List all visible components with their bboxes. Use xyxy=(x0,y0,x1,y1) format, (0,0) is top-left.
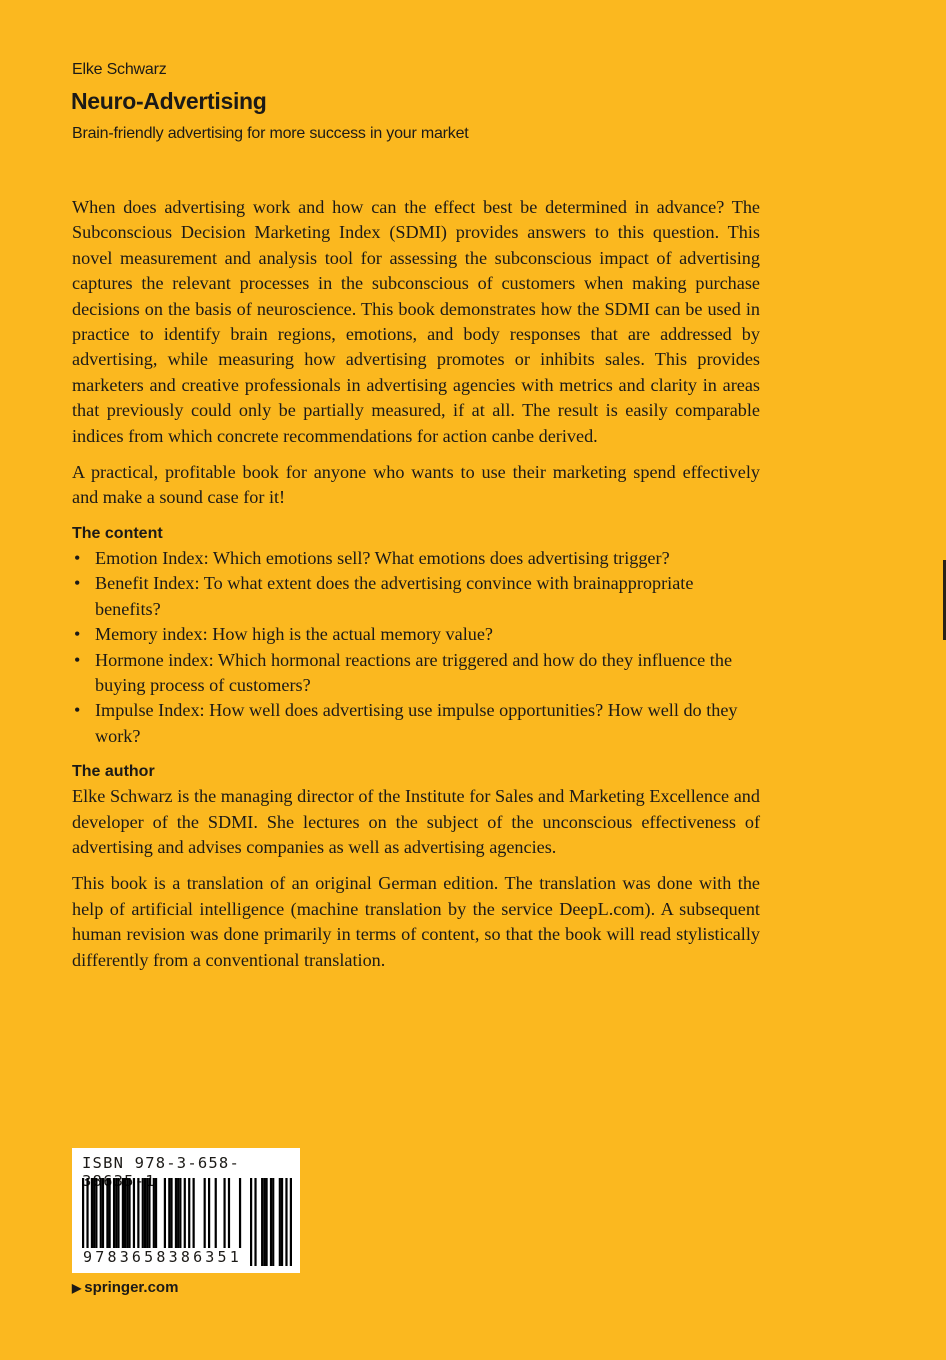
barcode-bar xyxy=(281,1178,283,1266)
list-item: • Benefit Index: To what extent does the advertising convince with brainappropriate benefits? xyxy=(72,571,760,622)
list-item: • Emotion Index: Which emotions sell? What emotions does advertising trigger? xyxy=(72,546,760,571)
list-item: • Hormone index: Which hormonal reactions are triggered and how do they influence the buying process of customers? xyxy=(72,648,760,699)
barcode xyxy=(72,1148,300,1273)
publisher-link-text: springer.com xyxy=(84,1279,179,1296)
barcode-bar xyxy=(272,1178,274,1266)
content-list xyxy=(72,546,760,749)
blurb xyxy=(72,195,760,984)
barcode-bar xyxy=(290,1178,292,1266)
barcode-bar xyxy=(279,1178,281,1266)
author-heading: The author xyxy=(72,763,155,781)
cover-author: Elke Schwarz xyxy=(72,61,167,78)
barcode-bar xyxy=(265,1178,267,1266)
play-arrow-icon: ▶ xyxy=(72,1281,82,1295)
intro-paragraph: When does advertising work and how can the effect best be determined in advance? The Subconscious Decision Marketing Index (SDMI) provides answers to this question. This novel measurement and analysis tool for assessing the subconscious impact of advertising captures the relevant processes in the subconscious of customers when making purchase decisions on the basis of neuroscience. This book demonstrates how the SDMI can be used in practice to identify brain regions, emotions, and body responses that are addressed by advertising, while measuring how advertising promotes or inhibits sales. This provides marketers and creative professionals in advertising agencies with metrics and clarity in areas that previously could only be partially measured, if at all. The result is easily comparable indices from which concrete recommendations for action canbe derived. xyxy=(72,197,760,446)
list-item: • Memory index: How high is the actual memory value? xyxy=(72,622,760,647)
barcode-bar xyxy=(270,1178,272,1266)
isbn-label: ISBN 978-3-658- 8 5-1 xyxy=(82,1154,240,1190)
barcode-bar xyxy=(285,1178,287,1266)
barcode-digits: 9783658386351 xyxy=(83,1248,242,1266)
barcode-bar xyxy=(250,1178,252,1266)
author-bio: Elke Schwarz is the managing director of the Institute for Sales and Marketing Excellence and developer of the SDMI. She lectures on the subject of the unconscious effectiveness of advertising and advises companies as well as advertising agencies. xyxy=(72,786,760,857)
list-item: • Impulse Index: How well does advertising use impulse opportunities? How well do they work? xyxy=(72,698,760,749)
pitch-paragraph: A practical, profitable book for anyone who wants to use their marketing spend effectively and make a sound case for it! xyxy=(72,462,760,508)
barcode-bar xyxy=(261,1178,263,1266)
publisher-link[interactable] xyxy=(72,1279,178,1296)
barcode-bar xyxy=(263,1178,265,1266)
book-title: Neuro-Advertising xyxy=(71,88,267,114)
content-heading: The content xyxy=(72,524,163,542)
translation-note: This book is a translation of an original German edition. The translation was done with the help of artificial intelligence (machine translation by the service DeepL.com). A subsequent human revision was done primarily in terms of content, so that the book will read stylistically differently from a conventional translation. xyxy=(72,873,760,970)
barcode-bar xyxy=(254,1178,256,1266)
book-subtitle: Brain-friendly advertising for more success in your market xyxy=(72,125,469,142)
